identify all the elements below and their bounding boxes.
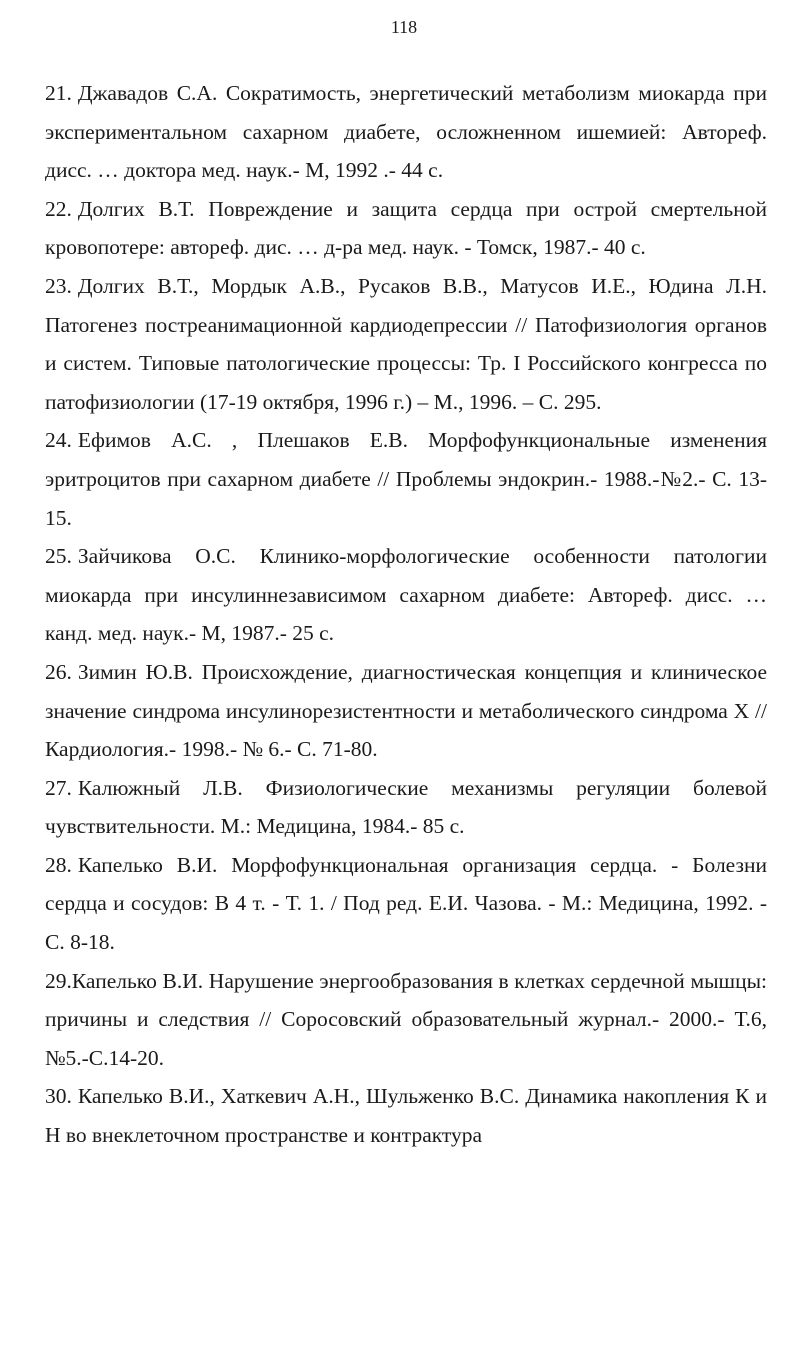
reference-number: 27. [45,775,72,800]
reference-number: 25. [45,544,72,569]
reference-text: Калюжный Л.В. Физиологические механизмы регуляции болевой чувствительности. М.: Медицина, 1984.- 85 с. [45,775,767,839]
reference-item [45,190,767,267]
reference-text: Долгих В.Т. Повреждение и защита сердца при острой смертельной кровопотере: автореф. дис. … д-ра мед. наук. - Томск, 1987.- 40 с. [45,196,767,260]
reference-number: 22. [45,196,72,221]
reference-number: 30. [45,1084,72,1109]
reference-number: 24. [45,428,72,453]
reference-number: 26. [45,659,72,684]
reference-list [45,74,767,1155]
reference-text: Капелько В.И., Хаткевич А.Н., Шульженко В.С. Динамика накопления К и Н во внеклеточном пространстве и контрактура [45,1084,767,1148]
reference-item [45,267,767,421]
reference-text: Зимин Ю.В. Происхождение, диагностическая концепция и клиническое значение синдрома инсулинорезистентности и метаболического синдрома X // Кардиология.- 1998.- № 6.- С. 71-80. [45,659,767,762]
reference-item [45,769,767,846]
reference-number: 29. [45,968,72,993]
reference-item [45,962,767,1078]
reference-text: Долгих В.Т., Мордык А.В., Русаков В.В., Матусов И.Е., Юдина Л.Н. Патогенез постреанимационной кардиодепрессии // Патофизиология органов и систем. Типовые патологические процессы: Тр. I Российского конгресса по патофизиологии (17-19 октября, 1996 г.) – М., 1996. – С. 295. [45,273,767,414]
reference-item [45,846,767,962]
reference-item [45,421,767,537]
reference-text: Зайчикова О.С. Клинико-морфологические особенности патологии миокарда при инсулиннезависимом сахарном диабете: Автореф. дисс. … канд. мед. наук.- М, 1987.- 25 с. [45,544,767,646]
reference-text: Капелько В.И. Нарушение энергообразования в клетках сердечной мышцы: причины и следствия // Соросовский образовательный журнал.- 2000.- Т.6, №5.-С.14-20. [45,968,767,1070]
reference-text: Ефимов А.С. , Плешаков Е.В. Морфофункциональные изменения эритроцитов при сахарном диабете // Проблемы эндокрин.- 1988.-№2.- С. 13-15. [45,428,767,530]
reference-number: 23. [45,273,72,298]
reference-number: 28. [45,852,72,877]
reference-text: Джавадов С.А. Сократимость, энергетический метаболизм миокарда при экспериментальном сахарном диабете, осложненном ишемией: Автореф. дисс. … доктора мед. наук.- М, 1992 .- 44 с. [45,81,767,183]
reference-item [45,74,767,190]
reference-item [45,537,767,653]
reference-text: Капелько В.И. Морфофункциональная организация сердца. - Болезни сердца и сосудов: В 4 т. - Т. 1. / Под ред. Е.И. Чазова. - М.: Медицина, 1992. - С. 8-18. [45,852,767,955]
page-number: 118 [390,17,418,37]
reference-item [45,653,767,769]
reference-number: 21. [45,81,72,105]
reference-item [45,1077,767,1154]
